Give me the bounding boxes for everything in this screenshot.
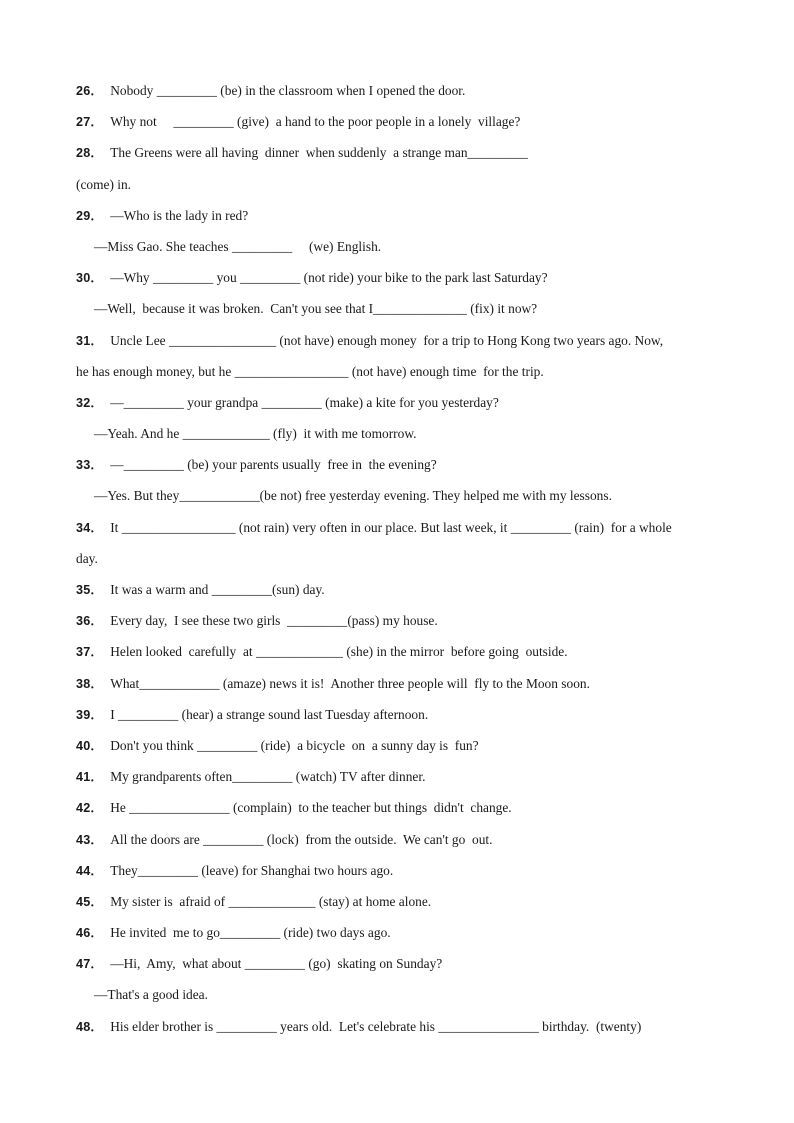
question-text: —Well, because it was broken. Can't you see that I______________ (fix) it now?: [94, 301, 538, 317]
question-number: 36．: [76, 614, 104, 629]
question-number: 45．: [76, 894, 104, 909]
question-number: 31．: [76, 333, 104, 348]
question-line: [76, 454, 736, 485]
question-text: day.: [76, 550, 98, 566]
question-number: 42．: [76, 801, 104, 816]
question-text: My grandparents often_________ (watch) TV after dinner.: [110, 769, 426, 785]
question-text: My sister is afraid of _____________ (stay) at home alone.: [110, 893, 432, 909]
question-line: [76, 922, 736, 953]
question-text: The Greens were all having dinner when suddenly a strange man_________: [110, 145, 528, 161]
question-number: 34．: [76, 520, 104, 535]
question-line: [76, 704, 736, 735]
question-number: 37．: [76, 645, 104, 660]
question-continuation-line: [76, 423, 736, 454]
question-text: (come) in.: [76, 176, 132, 192]
question-number: 33．: [76, 458, 104, 473]
question-text: Uncle Lee ________________ (not have) enough money for a trip to Hong Kong two years ago. Now,: [110, 332, 664, 348]
question-text: It was a warm and _________(sun) day.: [110, 582, 325, 597]
question-text: —That's a good idea.: [94, 987, 208, 1003]
question-line: [76, 142, 736, 173]
question-line: [76, 860, 736, 891]
question-continuation-line: [76, 548, 736, 579]
question-text: What____________ (amaze) news it is! Another three people will fly to the Moon soon.: [110, 675, 590, 691]
question-text: He _______________ (complain) to the teacher but things didn't change.: [110, 800, 512, 816]
question-number: 26．: [76, 84, 104, 98]
question-line: [76, 80, 736, 111]
question-number: 43．: [76, 832, 104, 847]
question-text: —Hi, Amy, what about _________ (go) skating on Sunday?: [110, 956, 443, 972]
question-text: —_________ your grandpa _________ (make) a kite for you yesterday?: [110, 394, 499, 410]
question-number: 35．: [76, 583, 104, 597]
question-line: [76, 797, 736, 828]
question-line: [76, 205, 736, 236]
question-text: Why not _________ (give) a hand to the poor people in a lonely village?: [110, 114, 521, 130]
question-text: Nobody _________ (be) in the classroom when I opened the door.: [110, 83, 466, 98]
question-text: he has enough money, but he _________________ (not have) enough time for the trip.: [76, 363, 544, 379]
question-text: All the doors are _________ (lock) from the outside. We can't go out.: [110, 831, 493, 847]
question-number: 41．: [76, 770, 104, 785]
question-text: His elder brother is _________ years old. Let's celebrate his _______________ birthday. (twenty): [110, 1018, 642, 1034]
question-number: 28．: [76, 146, 104, 161]
question-continuation-line: [76, 984, 736, 1015]
question-text: —Yes. But they____________(be not) free yesterday evening. They helped me with my lessons.: [94, 488, 612, 504]
question-number: 39．: [76, 707, 104, 722]
question-line: [76, 829, 736, 860]
question-number: 32．: [76, 395, 104, 410]
question-text: I _________ (hear) a strange sound last Tuesday afternoon.: [110, 706, 429, 722]
question-text: —Miss Gao. She teaches _________ (we) English.: [94, 238, 382, 254]
question-text: Don't you think _________ (ride) a bicycle on a sunny day is fun?: [110, 737, 479, 753]
question-line: [76, 517, 736, 548]
exercise-page: [76, 80, 736, 1047]
question-number: 38．: [76, 676, 104, 691]
question-text: —Why _________ you _________ (not ride) your bike to the park last Saturday?: [110, 270, 548, 286]
question-continuation-line: [76, 236, 736, 267]
question-number: 29．: [76, 208, 104, 223]
question-continuation-line: [76, 361, 736, 392]
question-line: [76, 392, 736, 423]
question-continuation-line: [76, 485, 736, 516]
question-line: [76, 610, 736, 641]
question-text: Every day, I see these two girls _________(pass) my house.: [110, 613, 438, 629]
question-text: —_________ (be) your parents usually free in the evening?: [110, 457, 437, 473]
question-text: They_________ (leave) for Shanghai two hours ago.: [110, 862, 394, 878]
question-number: 47．: [76, 957, 104, 972]
question-number: 44．: [76, 863, 104, 878]
question-line: [76, 673, 736, 704]
question-line: [76, 641, 736, 672]
question-continuation-line: [76, 174, 736, 205]
question-line: [76, 766, 736, 797]
question-line: [76, 330, 736, 361]
question-text: —Yeah. And he _____________ (fly) it with me tomorrow.: [94, 426, 417, 442]
question-text: He invited me to go_________ (ride) two days ago.: [110, 925, 391, 941]
question-number: 27．: [76, 115, 104, 130]
question-continuation-line: [76, 298, 736, 329]
question-line: [76, 953, 736, 984]
question-line: [76, 891, 736, 922]
question-line: [76, 579, 736, 610]
question-line: [76, 267, 736, 298]
question-line: [76, 111, 736, 142]
question-number: 40．: [76, 738, 104, 753]
question-text: Helen looked carefully at _____________ (she) in the mirror before going outside.: [110, 644, 568, 660]
question-number: 30．: [76, 271, 104, 286]
question-line: [76, 1016, 736, 1047]
question-line: [76, 735, 736, 766]
question-text: It _________________ (not rain) very often in our place. But last week, it _________ (rain) for a whole: [110, 519, 672, 535]
question-number: 48．: [76, 1019, 104, 1034]
question-text: —Who is the lady in red?: [110, 207, 249, 223]
question-number: 46．: [76, 926, 104, 941]
